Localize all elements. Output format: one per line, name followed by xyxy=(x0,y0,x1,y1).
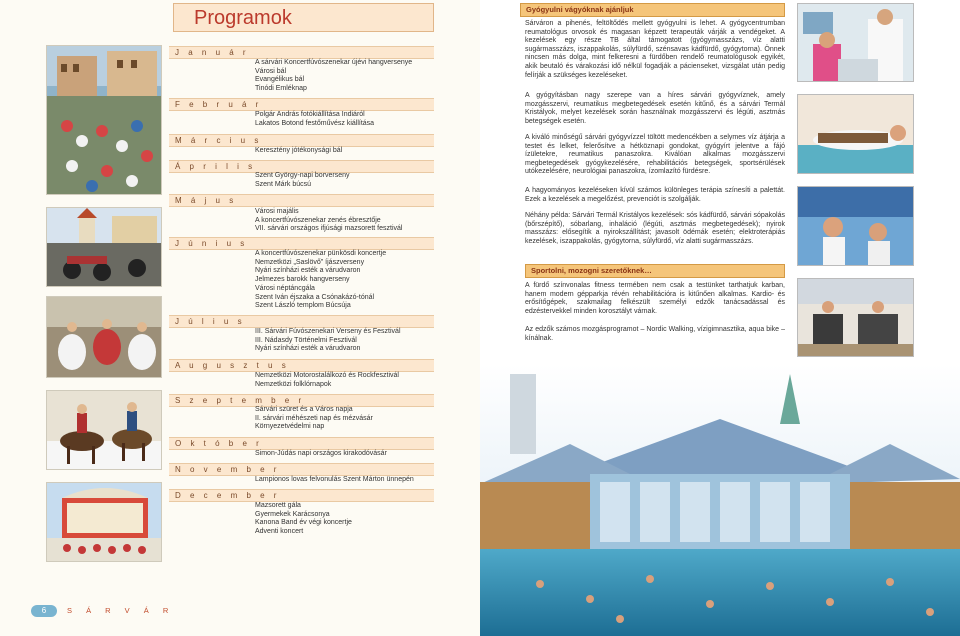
page-title: Programok xyxy=(194,7,292,29)
paragraph-3: A kiváló minőségű sárvári gyógyvízzel töltött medencékben a selymes víz átjárja a testet és lelket, felerősítve a hétköznapi gondokat, gyógyírt jelentve a fájó ízületekre, reumatikus panaszokra. Kiválóan alkalmas mozgásszervi megbetegedések gyógykezelésére, rehabilitációs betegségek, sportsérülések utókezelésére, neurológiai panaszokra, ízomlazító fürdésre. xyxy=(525,134,785,176)
mud-therapy-photo xyxy=(797,94,914,174)
section-heading-sport: Sportolni, mozogni szeretőknek… xyxy=(525,264,785,278)
paragraph-2: A gyógyításban nagy szerepe van a híres sárvári gyógyvíznek, amely mozgásszervi, reumatikus megbetegedések esetén kitűnő, és a sárvári Termál Kristályok, melyet kezelések során használnak mozgásszervi és légúti, asztmás betegségek esetén. xyxy=(525,92,785,125)
thermal-pool-relax-photo xyxy=(797,186,914,266)
paragraph-4: A hagyományos kezeléseken kívül számos különleges terápia színesíti a palettát. Ezek a kezelések a megelőzést, prevenciót is szolgálják. xyxy=(525,187,785,203)
section-heading-healing: Gyógyulni vágyóknak ajánljuk xyxy=(520,3,785,17)
month-bar-august: A u g u s z t u s xyxy=(169,359,434,372)
thermal-spa-exterior-photo xyxy=(480,364,960,636)
events-july: III. Sárvári Fúvószenekari Verseny és Fesztivál III. Nádasdy Történelmi Fesztivál Nyári színházi esték a várudvaron xyxy=(255,328,401,353)
events-january: A sárvári Koncertfúvószenekar újévi hangversenye Városi bál Evangélikus bál Tinódi Emléknap xyxy=(255,59,413,93)
events-september: Sárvári szüret és a Város napja II. sárvári méhészeti nap és mézvásár Környezetvédelmi nap xyxy=(255,406,373,431)
month-bar-january: J a n u á r xyxy=(169,46,434,59)
month-bar-september: S z e p t e m b e r xyxy=(169,394,434,407)
month-bar-july: J ú l i u s xyxy=(169,315,434,328)
horse-riders-photo xyxy=(46,390,162,470)
month-bar-may: M á j u s xyxy=(169,194,434,207)
events-april: Szent György-napi borverseny Szent Márk búcsú xyxy=(255,172,350,188)
month-bar-june: J ú n i u s xyxy=(169,237,434,250)
events-march: Keresztény jótékonysági bál xyxy=(255,147,343,154)
page-number: 6 xyxy=(31,605,57,617)
month-bar-november: N o v e m b e r xyxy=(169,463,434,476)
events-december: Mazsorett gála Gyermekek Karácsonya Kanona Band év végi koncertje Adventi koncert xyxy=(255,502,352,536)
month-bar-october: O k t ó b e r xyxy=(169,437,434,450)
paragraph-5: Néhány példa: Sárvári Termál Kristályos kezelések: sós kádfürdő, sárvári sópakolás (bőrszépítő), sóbarlang, inhaláció (légúti, asztmás megbetegedések); nyirok masszázs: elősegítik a nyirokszállítást; javasolt ödémák esetén; elektroterápiás kezelések, iszappakolás, gyógytorna, súlyfürdő, víz alatti sugármasszázs. xyxy=(525,212,785,245)
paragraph-6: A fürdő színvonalas fitness termében nem csak a testünket tarthatjuk karban, hanem modern gépparkja révén rehabilitációra is kitűnően alkalmas. Kardio- és erősítőgépek, szakmailag felkészült személyi edzők tanácsadással és edzéstervekkel minden korosztályt várnak. xyxy=(525,282,785,315)
motorbike-photo xyxy=(46,207,162,287)
folk-dancers-photo xyxy=(46,296,162,378)
festival-crowd-photo xyxy=(46,45,162,195)
events-november: Lampionos lovas felvonulás Szent Márton ünnepén xyxy=(255,476,414,483)
fitness-room-photo xyxy=(797,278,914,357)
page-title-box xyxy=(173,3,434,32)
doctor-consultation-photo xyxy=(797,3,914,82)
paragraph-7: Az edzők számos mozgásprogramot – Nordic Walking, vízigimnasztika, aqua bike – kínálnak. xyxy=(525,326,785,342)
events-february: Polgár András fotókiállítása Indiáról Lakatos Botond festőművész kiállítása xyxy=(255,111,375,127)
month-bar-december: D e c e m b e r xyxy=(169,489,434,502)
events-october: Simon-Júdás napi országos kirakodóvásár xyxy=(255,450,387,457)
paragraph-1: Sárváron a pihenés, feltöltődés mellett gyógyulni is lehet. A gyógycentrumban reumatológus orvosok és magasan képzett terapeuták várják a vendégeket. A kezelések egy része TB által támogatott (gyógymasszázs, víz alatti sugármasszázs, iszappakolás, súlyfürdő, szénsavas kádfürdő, gyógytorna). Önnek nincsen más dolga, mint felkeresni a fürdőben rendelő reumatológusok egyikét, akik beutaló és várakozási idő nélkül fogadják a pácienseket, vizsgálat után pedig felírják a szükséges kezeléseket. xyxy=(525,20,785,79)
events-august: Nemzetközi Motorostalálkozó és Rockfesztivál Nemzetközi folklórnapok xyxy=(255,372,399,388)
events-june: A koncertfúvószenekar pünkösdi koncertje Nemzetközi „Saslövő" íjászverseny Nyári színházi esték a várudvaron Jelmezes barokk hangverseny Városi néptáncgála Szent Iván éjszaka a Csónakázó-tónál Szent László templom Búcsúja xyxy=(255,250,387,310)
month-bar-february: F e b r u á r xyxy=(169,98,434,111)
stage-show-photo xyxy=(46,482,162,562)
footer-title: S Á R V Á R xyxy=(67,606,175,615)
month-bar-march: M á r c i u s xyxy=(169,134,434,147)
events-may: Városi majális A koncertfúvószenekar zenés ébresztője VII. sárvári országos ifjúsági mazsorett fesztivál xyxy=(255,208,403,233)
month-bar-april: Á p r i l i s xyxy=(169,160,434,173)
